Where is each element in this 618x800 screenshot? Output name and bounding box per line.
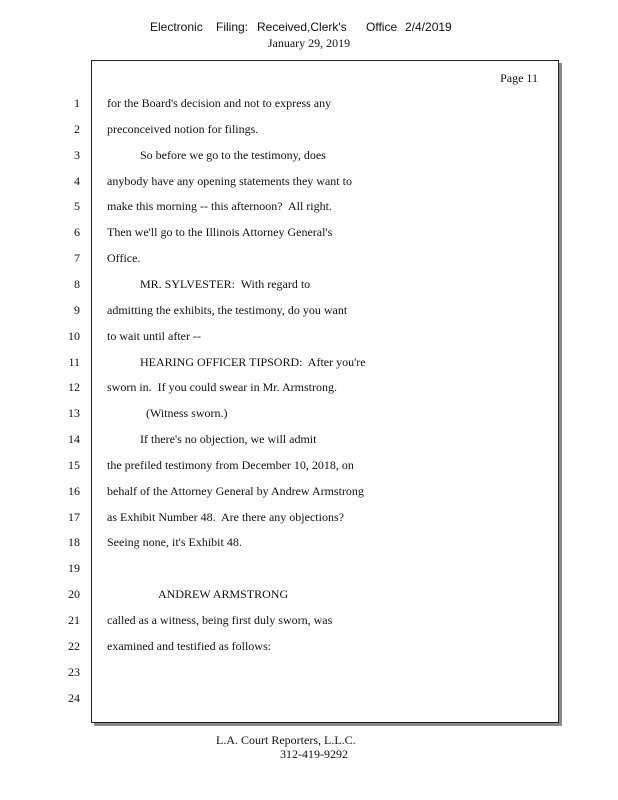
stamp-word-office: Office (366, 20, 398, 34)
transcript-date: January 29, 2019 (267, 36, 351, 50)
line-number: 16 (68, 484, 80, 498)
stamp-word-received: Received,Clerk's (257, 20, 347, 34)
line-text: examined and testified as follows: (107, 639, 271, 653)
footer-phone: 312-419-9292 (280, 747, 348, 761)
line-text: to wait until after -- (107, 329, 201, 343)
line-text: sworn in. If you could swear in Mr. Armstrong. (107, 380, 337, 394)
line-text: admitting the exhibits, the testimony, do you want (107, 303, 348, 317)
line-number: 18 (68, 535, 80, 549)
line-number: 13 (68, 406, 80, 420)
line-text: ANDREW ARMSTRONG (158, 587, 289, 601)
line-text: (Witness sworn.) (146, 406, 228, 420)
line-text: preconceived notion for filings. (107, 122, 259, 136)
stamp-word-filing: Filing: (216, 20, 249, 34)
line-number: 8 (74, 277, 80, 291)
line-number: 9 (74, 303, 80, 317)
line-text: So before we go to the testimony, does (140, 148, 326, 162)
line-text: MR. SYLVESTER: With regard to (140, 277, 311, 291)
line-text: the prefiled testimony from December 10, 2018, on (107, 458, 354, 472)
filing-stamp-line (0, 20, 618, 36)
line-text: for the Board's decision and not to express any (107, 96, 332, 110)
line-number: 4 (74, 174, 80, 188)
line-number: 6 (74, 225, 80, 239)
line-number: 14 (68, 432, 80, 446)
line-number: 5 (74, 199, 80, 213)
line-number: 12 (68, 380, 80, 394)
line-number: 11 (68, 355, 80, 369)
line-number: 3 (74, 148, 80, 162)
line-text: HEARING OFFICER TIPSORD: After you're (140, 355, 366, 369)
line-number: 21 (68, 613, 80, 627)
line-text: Then we'll go to the Illinois Attorney General's (107, 225, 333, 239)
line-number: 20 (68, 587, 80, 601)
line-text: as Exhibit Number 48. Are there any objections? (107, 510, 344, 524)
line-number: 24 (68, 691, 80, 705)
line-number: 17 (68, 510, 80, 524)
line-text: Seeing none, it's Exhibit 48. (107, 535, 242, 549)
line-text: Office. (107, 251, 141, 265)
line-number: 15 (68, 458, 80, 472)
stamp-word-electronic: Electronic (150, 20, 203, 34)
line-text: behalf of the Attorney General by Andrew Armstrong (107, 484, 364, 498)
line-number: 23 (68, 665, 80, 679)
line-text: If there's no objection, we will admit (140, 432, 317, 446)
stamp-date: 2/4/2019 (405, 20, 452, 34)
footer-company: L.A. Court Reporters, L.L.C. (216, 733, 356, 747)
line-text: anybody have any opening statements they want to (107, 174, 352, 188)
line-number: 19 (68, 561, 80, 575)
line-number: 1 (74, 96, 80, 110)
page-number: Page 11 (500, 71, 538, 85)
line-text: make this morning -- this afternoon? All right. (107, 199, 332, 213)
line-number: 10 (68, 329, 80, 343)
line-number: 2 (74, 122, 80, 136)
line-text: called as a witness, being first duly sworn, was (107, 613, 333, 627)
line-number: 22 (68, 639, 80, 653)
line-number: 7 (74, 251, 80, 265)
